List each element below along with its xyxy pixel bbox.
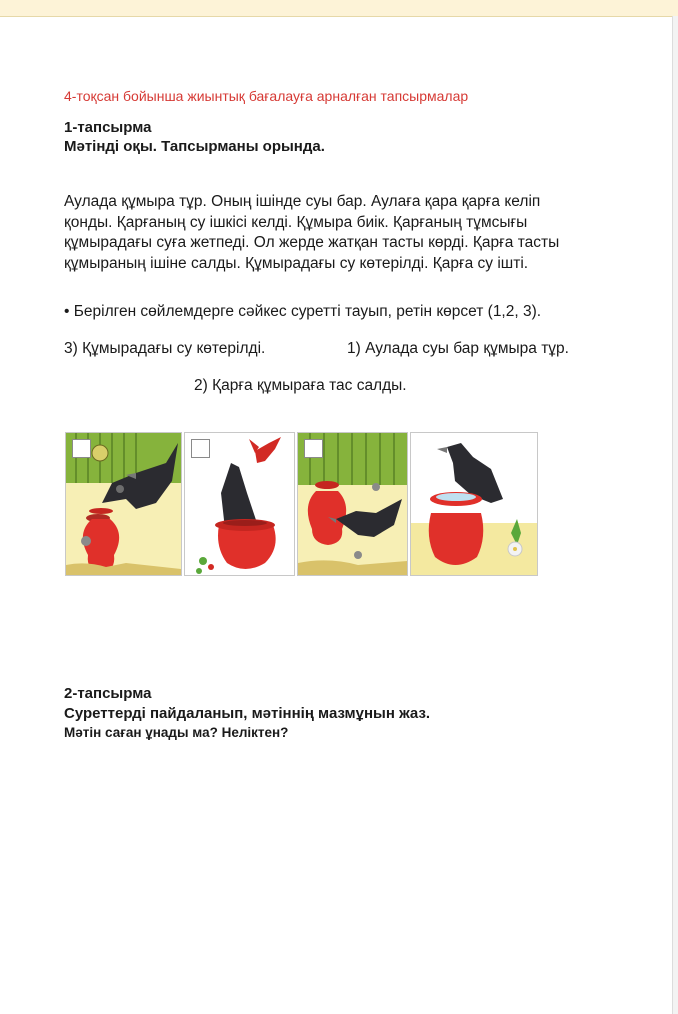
- task1-bullet-instruction: • Берілген сөйлемдерге сәйкес суретті тауып, ретін көрсет (1,2, 3).: [64, 303, 542, 320]
- story-paragraph: [64, 192, 624, 274]
- answer-checkbox[interactable]: [72, 439, 91, 458]
- task2-question: Мәтін саған ұнады ма? Неліктен?: [64, 725, 289, 740]
- story-line: Аулада құмыра тұр. Оның ішінде суы бар. Аулаға қара қарға келіп: [64, 193, 541, 210]
- answer-checkbox[interactable]: [191, 439, 210, 458]
- picture-4: [410, 432, 538, 576]
- sentence-1: 1) Аулада суы бар құмыра тұр.: [347, 340, 569, 357]
- crow-jug-illustration-icon: [411, 433, 537, 575]
- answer-checkbox[interactable]: [304, 439, 323, 458]
- story-line: құмырадағы суға жетпеді. Ол жерде жатқан тасты көрді. Қарға тасты: [64, 234, 560, 251]
- task1-title: 1-тапсырма: [64, 119, 152, 136]
- picture-3: [297, 432, 408, 576]
- story-line: қонды. Қарғаның су ішкісі келді. Құмыра биік. Қарғаның тұмсығы: [64, 213, 528, 231]
- page-edge-scrollbar[interactable]: [672, 16, 678, 1014]
- task1-instruction: Мәтінді оқы. Тапсырманы орында.: [64, 138, 325, 155]
- sentence-2: 2) Қарға құмыраға тас салды.: [194, 377, 407, 394]
- task2-title: 2-тапсырма: [64, 685, 152, 702]
- sentence-3: 3) Құмырадағы су көтерілді.: [64, 340, 266, 357]
- browser-top-strip: [0, 0, 678, 17]
- page-heading: 4-тоқсан бойынша жиынтық бағалауға арналған тапсырмалар: [64, 88, 469, 104]
- story-line: құмыраның ішіне салды. Құмырадағы су көтерілді. Қарға су ішті.: [64, 254, 529, 272]
- picture-1: [65, 432, 182, 576]
- picture-2: [184, 432, 295, 576]
- task2-instruction: Суреттерді пайдаланып, мәтіннің мазмұнын жаз.: [64, 705, 431, 722]
